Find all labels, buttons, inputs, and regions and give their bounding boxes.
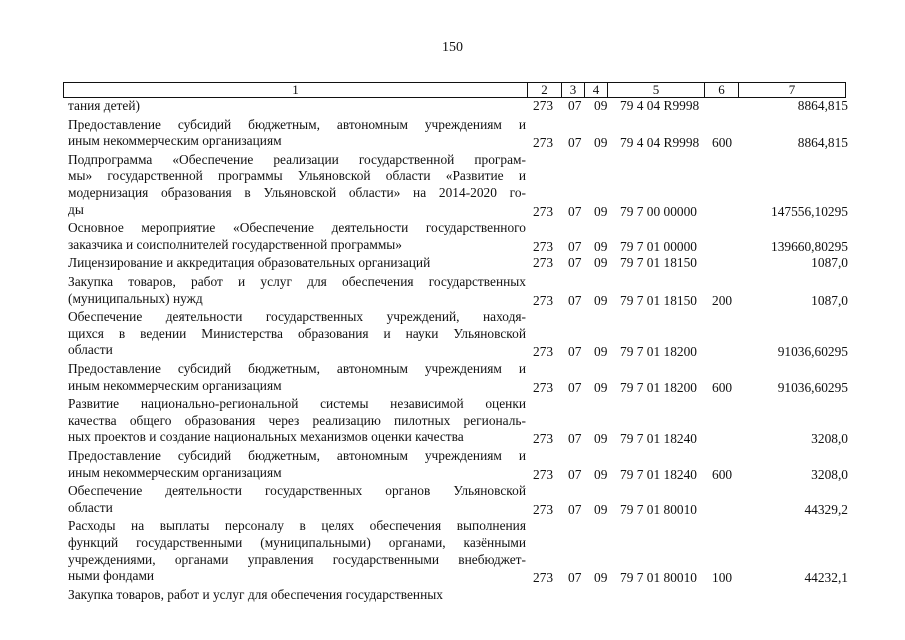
row-description [68,220,526,253]
header-col-1: 1 [63,82,528,98]
description-line: иным некоммерческим организациям [68,377,282,393]
row-description [68,518,526,584]
subsection-code: 09 [594,431,608,447]
expense-type-code: 600 [712,379,733,395]
target-article-code: 79 7 01 18150 [620,255,697,271]
amount: 8864,815 [797,98,848,113]
table-row [0,152,905,218]
row-description [68,255,526,272]
amount: 44232,1 [804,570,848,586]
subsection-code: 09 [594,570,608,586]
subsection-code: 09 [594,292,608,308]
description-line: Предоставление субсидий бюджетным, автономным учреждениям и [68,448,526,463]
section-code: 07 [568,255,582,271]
target-article-code: 79 4 04 R9998 [620,98,700,113]
amount: 8864,815 [797,135,848,151]
amount: 91036,60295 [777,379,848,395]
subsection-code: 09 [594,98,608,113]
amount: 1087,0 [811,255,848,271]
ministry-code: 273 [533,203,554,219]
ministry-code: 273 [533,431,554,447]
description-line: Развитие национально-региональной системы независимой оценки [68,396,526,412]
section-code: 07 [568,344,582,360]
ministry-code: 273 [533,501,554,517]
amount: 139660,80295 [771,238,848,254]
table-row [0,274,905,307]
description-line: Подпрограмма «Обеспечение реализации государственной програм- [68,151,526,167]
description-line: области [68,499,113,515]
expense-type-code: 600 [712,135,733,151]
subsection-code: 09 [594,501,608,517]
ministry-code: 273 [533,570,554,586]
ministry-code: 273 [533,98,554,113]
table-row [0,587,905,604]
table-row [0,117,905,150]
description-line: Основное мероприятие «Обеспечение деятельности государственного [68,220,526,236]
ministry-code: 273 [533,379,554,395]
row-description [68,396,526,446]
description-line: Закупка товаров, работ и услуг для обеспечения государственных [68,274,526,289]
description-line: качества общего образования через реализацию пилотных региональ- [68,412,526,428]
amount: 91036,60295 [777,344,848,360]
row-description [68,152,526,218]
row-description [68,587,526,604]
table-row [0,98,905,115]
row-description [68,361,526,394]
description-line: ными фондами [68,568,155,584]
description-line: Предоставление субсидий бюджетным, автономным учреждениям и [68,361,526,376]
table-row [0,361,905,394]
target-article-code: 79 7 01 18150 [620,292,697,308]
section-code: 07 [568,238,582,254]
amount: 1087,0 [811,292,848,308]
header-col-7: 7 [738,82,846,98]
section-code: 07 [568,570,582,586]
description-line: заказчика и соисполнителей государственной программы» [68,236,402,252]
header-col-4: 4 [584,82,608,98]
description-line: Обеспечение деятельности государственных учреждений, находя- [68,309,526,325]
ministry-code: 273 [533,238,554,254]
expense-type-code: 100 [712,570,733,586]
row-description [68,98,526,115]
expense-type-code: 200 [712,292,733,308]
row-description [68,483,526,516]
description-line: (муниципальных) нужд [68,290,203,306]
table-row [0,220,905,253]
row-description [68,117,526,150]
section-code: 07 [568,135,582,151]
description-line: Лицензирование и аккредитация образовательных организаций [68,255,431,271]
table-row [0,255,905,272]
section-code: 07 [568,379,582,395]
row-description [68,309,526,359]
page-number: 150 [442,40,463,55]
header-col-3: 3 [561,82,585,98]
header-col-2: 2 [527,82,562,98]
amount: 3208,0 [811,466,848,482]
subsection-code: 09 [594,135,608,151]
header-col-5: 5 [607,82,705,98]
ministry-code: 273 [533,344,554,360]
section-code: 07 [568,501,582,517]
table-row [0,483,905,516]
amount: 3208,0 [811,431,848,447]
target-article-code: 79 7 01 18200 [620,379,697,395]
description-line: области [68,342,113,358]
description-line: ных проектов и создание национальных механизмов оценки качества [68,429,464,445]
section-code: 07 [568,431,582,447]
table-row [0,309,905,359]
description-line: иным некоммерческим организациям [68,464,282,480]
description-line: модернизация образования в Ульяновской области» на 2014-2020 го- [68,184,526,200]
description-line: Расходы на выплаты персоналу в целях обеспечения выполнения [68,518,526,534]
description-line: тания детей) [68,98,140,113]
target-article-code: 79 7 01 18200 [620,344,697,360]
subsection-code: 09 [594,344,608,360]
row-description [68,274,526,307]
target-article-code: 79 7 01 00000 [620,238,697,254]
header-col-6: 6 [704,82,739,98]
description-line: ды [68,201,84,217]
section-code: 07 [568,203,582,219]
table-row [0,448,905,481]
target-article-code: 79 4 04 R9998 [620,135,700,151]
description-line: Обеспечение деятельности государственных органов Ульяновской [68,483,526,499]
description-line: щихся в ведении Министерства образования и науки Ульяновской [68,325,526,341]
description-line: Предоставление субсидий бюджетным, автономным учреждениям и [68,116,526,132]
description-line: функций государственными (муниципальными) органами, казёнными [68,534,526,550]
subsection-code: 09 [594,466,608,482]
subsection-code: 09 [594,379,608,395]
description-line: мы» государственной программы Ульяновской области «Развитие и [68,168,526,184]
description-line: учреждениями, органами управления государственными внебюджет- [68,551,526,567]
target-article-code: 79 7 01 18240 [620,431,697,447]
ministry-code: 273 [533,466,554,482]
row-description [68,448,526,481]
description-line: Закупка товаров, работ и услуг для обеспечения государственных [68,586,443,602]
subsection-code: 09 [594,238,608,254]
amount: 147556,10295 [771,203,848,219]
amount: 44329,2 [804,501,848,517]
subsection-code: 09 [594,203,608,219]
subsection-code: 09 [594,255,608,271]
section-code: 07 [568,292,582,308]
ministry-code: 273 [533,135,554,151]
target-article-code: 79 7 01 80010 [620,570,697,586]
section-code: 07 [568,98,582,113]
description-line: иным некоммерческим организациям [68,133,282,149]
table-row [0,518,905,584]
target-article-code: 79 7 01 18240 [620,466,697,482]
target-article-code: 79 7 00 00000 [620,203,697,219]
section-code: 07 [568,466,582,482]
expense-type-code: 600 [712,466,733,482]
ministry-code: 273 [533,292,554,308]
table-row [0,396,905,446]
ministry-code: 273 [533,255,554,271]
target-article-code: 79 7 01 80010 [620,501,697,517]
